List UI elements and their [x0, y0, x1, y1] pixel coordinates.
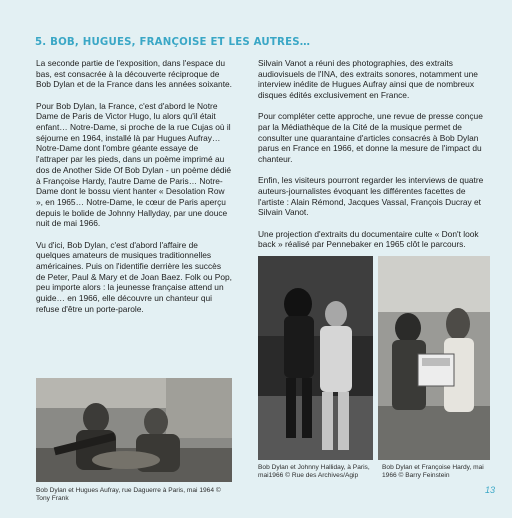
left-paragraph-2: Pour Bob Dylan, la France, c'est d'abord le Notre Dame de Paris de Victor Hugo, lu alors qu'il était enfant… Notre-Dame, si proche de la rue Cujas où il séjourne en 1964, installé là par Hugues Aufray… Notre-Dame dont l'ombre géante essaye de l'attraper par les pieds, dans un poème imprimé au dos de Another Side Of Bob Dylan - un poème dédié à Françoise Hardy, l'autre Dame de Paris… Notre-Dame dont le bossu vient hanter « Desolation Row », en 1965… Notre-Dame, le cœur de Paris aperçu depuis le bolide de Johnny Hallyday, par une douce nuit de mai 1966. — [36, 100, 232, 229]
caption-photo-1: Bob Dylan et Hugues Aufray, rue Daguerre à Paris, mai 1964 © Tony Frank — [36, 487, 221, 503]
left-paragraph-1: La seconde partie de l'exposition, dans l'espace du bas, est consacrée à la découverte réciproque de Bob Dylan et de la France dans les années soixante. — [36, 58, 233, 90]
left-column — [36, 58, 232, 325]
caption-photo-2: Bob Dylan et Johnny Halliday, à Paris, mai1966 © Rue des Archives/Agip — [258, 464, 370, 480]
right-paragraph-3: Enfin, les visiteurs pourront regarder les interviews de quatre auteurs-journalistes évoquant les différentes facettes de l'artiste : Alain Rémond, Jacques Vassal, François Ducray et Silvain Vanot. — [258, 175, 484, 218]
left-paragraph-3: Vu d'ici, Bob Dylan, c'est d'abord l'affaire de quelques amateurs de musiques traditionnelles américaines. Puis on l'identifie derrière les succès de Peter, Paul & Mary et de Joan Baez. Folk ou Pop, peu importe alors : la jeunesse française attend un guide… en 1966, elle découvre un chanteur qui refuse d'être un porte-parole. — [36, 239, 232, 314]
right-paragraph-2: Pour compléter cette approche, une revue de presse conçue par la Médiathèque de la Cité de la musique permet de consulter une quarantaine d'articles consacrés à Bob Dylan parus en France en 1966, et donne la mesure de l'impact du chanteur. — [258, 111, 483, 165]
photo-dylan-hardy — [378, 256, 490, 460]
photo-dylan-aufray — [36, 378, 232, 482]
page-number: 13 — [484, 485, 495, 495]
caption-photo-3: Bob Dylan et Françoise Hardy, mai 1966 © Barry Feinstein — [382, 464, 484, 480]
photo-dylan-hallyday — [258, 256, 373, 460]
section-heading: 5. BOB, HUGUES, FRANÇOISE ET LES AUTRES… — [35, 37, 311, 48]
right-paragraph-1: Silvain Vanot a réuni des photographies, des extraits audiovisuels de l'INA, des extraits sonores, notamment une interview inédite de Hugues Aufray ainsi que de nombreux disques édités exclusivement en France. — [258, 58, 478, 101]
right-paragraph-4: Une projection d'extraits du documentaire culte « Don't look back » réalisé par Pennebaker en 1965 clôt le parcours. — [258, 228, 479, 250]
right-column — [258, 58, 484, 261]
